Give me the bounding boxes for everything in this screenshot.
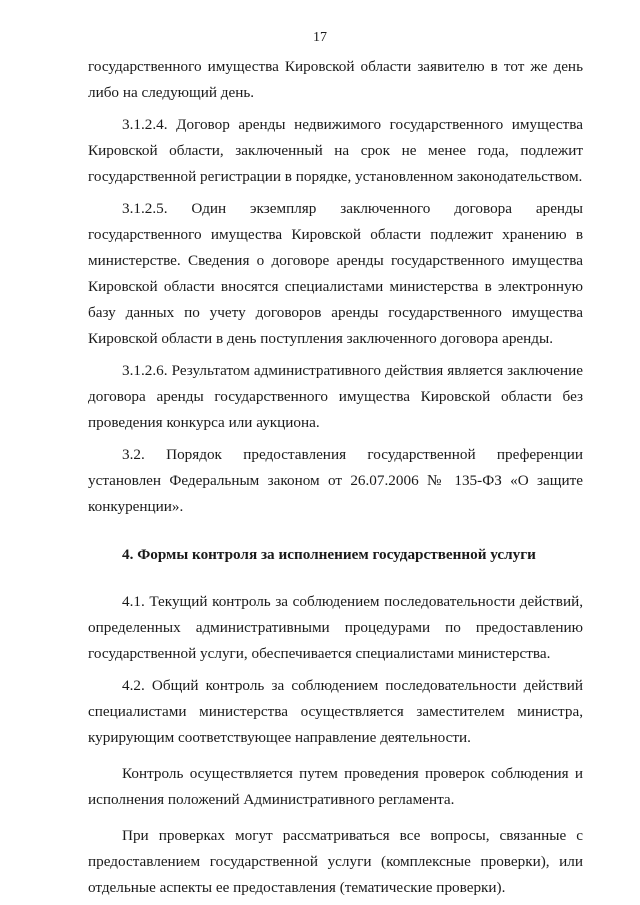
paragraph-3-1-2-4: 3.1.2.4. Договор аренды недвижимого государственного имущества Кировской области, заключенный на срок не менее года, подлежит государственной регистрации в порядке, установленном законодательством. [88,116,583,185]
paragraph-inspections: При проверках могут рассматриваться все вопросы, связанные с предоставлением государственной услуги (комплексные проверки), или отдельные аспекты ее предоставления (тематические проверки). [88,827,583,896]
paragraph-3-1-2-6: 3.1.2.6. Результатом административного действия является заключение договора аренды государственного имущества Кировской области без проведения конкурса или аукциона. [88,362,583,431]
paragraph-control: Контроль осуществляется путем проведения проверок соблюдения и исполнения положений Административного регламента. [88,765,583,808]
document-body [88,54,583,901]
paragraph-4-2: 4.2. Общий контроль за соблюдением последовательности действий специалистами министерства осуществляется заместителем министра, курирующим соответствующее направление деятельности. [88,677,583,746]
paragraph-3-1-2-5: 3.1.2.5. Один экземпляр заключенного договора аренды государственного имущества Кировской области подлежит хранению в министерстве. Сведения о договоре аренды государственного имущества Кировской области вносятся специалистами министерства в электронную базу данных по учету договоров аренды государственного имущества Кировской области в день поступления заключенного договора аренды. [88,200,583,347]
paragraph-4-1: 4.1. Текущий контроль за соблюдением последовательности действий, определенных административными процедурами по предоставлению государственной услуги, обеспечивается специалистами министерства. [88,593,583,662]
paragraph-3-2: 3.2. Порядок предоставления государственной преференции установлен Федеральным законом от 26.07.2006 № 135-ФЗ «О защите конкуренции». [88,446,583,515]
page-number: 17 [313,30,327,45]
section-heading-4: 4. Формы контроля за исполнением государственной услуги [122,546,536,563]
paragraph-continuation: государственного имущества Кировской области заявителю в тот же день либо на следующий день. [88,58,583,101]
